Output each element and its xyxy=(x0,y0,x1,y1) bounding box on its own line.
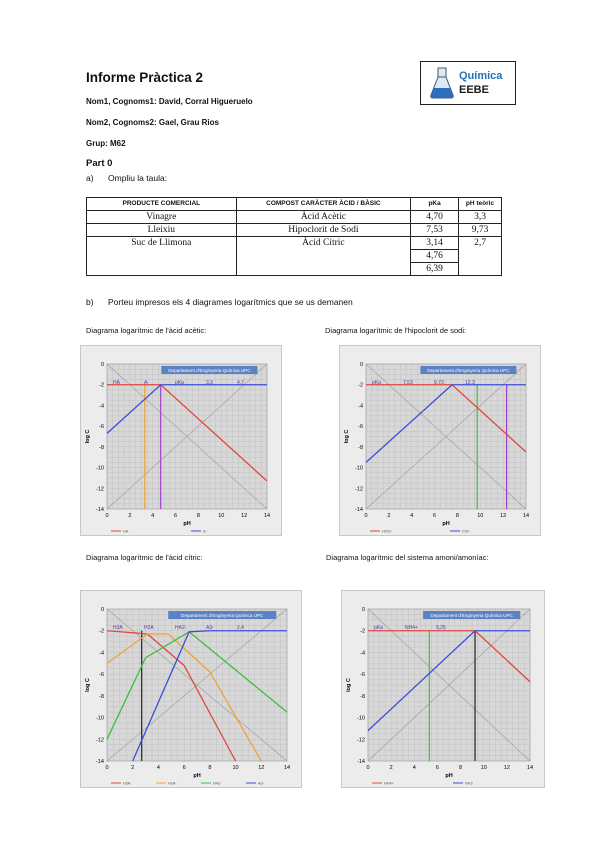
x-tick-label: 4 xyxy=(410,513,414,519)
y-tick-label: -12 xyxy=(96,737,104,744)
chart-hypochlorite xyxy=(339,345,541,536)
chart-banner-text: Departament d'Enginyeria Química UPC xyxy=(430,613,513,618)
x-tick-label: 4 xyxy=(156,765,160,771)
chart-svg xyxy=(340,346,540,535)
x-tick-label: 6 xyxy=(174,513,178,519)
x-tick-label: 6 xyxy=(435,765,439,771)
table-row xyxy=(87,211,502,224)
x-tick-label: 0 xyxy=(364,513,368,519)
chart-citric xyxy=(80,590,302,788)
chart-svg xyxy=(342,591,544,787)
y-tick-label: -6 xyxy=(99,424,104,431)
annotation-label: 7,53 xyxy=(403,380,413,386)
x-tick-label: 12 xyxy=(503,765,510,771)
x-tick-label: 14 xyxy=(263,513,271,519)
chart-ammonia xyxy=(341,590,545,788)
x-axis-label: pH xyxy=(442,521,450,527)
x-tick-label: 10 xyxy=(477,513,484,519)
y-tick-label: -12 xyxy=(96,486,104,493)
x-tick-label: 2 xyxy=(131,765,135,771)
annotation-label: pKa xyxy=(175,380,184,386)
x-tick-label: 12 xyxy=(500,513,507,519)
compound-cell: Hipoclorit de Sodi xyxy=(236,224,411,237)
product-cell: Lleixiu xyxy=(87,224,237,237)
question-a-number: a) xyxy=(86,173,94,183)
ph-cell: 9,73 xyxy=(459,224,502,237)
y-tick-label: -4 xyxy=(360,650,365,657)
x-tick-label: 6 xyxy=(433,513,437,519)
part-heading: Part 0 xyxy=(86,158,113,169)
annotation-label: 3,3 xyxy=(206,380,213,386)
y-tick-label: -6 xyxy=(99,672,104,679)
ph-cell: 3,3 xyxy=(459,211,502,224)
y-tick-label: 0 xyxy=(359,362,363,368)
x-tick-label: 0 xyxy=(366,765,370,771)
y-tick-label: -14 xyxy=(357,759,365,765)
annotation-label: HA2- xyxy=(175,625,187,631)
y-tick-label: -10 xyxy=(96,715,104,722)
x-tick-label: 14 xyxy=(283,765,291,771)
y-tick-label: -2 xyxy=(360,628,365,635)
y-tick-label: -12 xyxy=(357,737,365,744)
table-row xyxy=(87,237,502,250)
legend-label: H3A xyxy=(123,781,131,786)
y-tick-label: 0 xyxy=(361,607,365,613)
y-tick-label: 0 xyxy=(100,362,104,368)
annotation-label: HA xyxy=(113,380,120,386)
legend-label: ClO- xyxy=(462,529,470,534)
legend-label: A- xyxy=(203,529,207,534)
legend-label: HClO xyxy=(382,529,392,534)
x-tick-label: 10 xyxy=(480,765,487,771)
table-header: pH teòric xyxy=(459,198,502,211)
y-tick-label: -4 xyxy=(358,403,363,410)
x-axis-label: pH xyxy=(445,773,453,779)
legend-label: HA xyxy=(123,529,129,534)
annotation-label: A3- xyxy=(206,625,214,631)
x-tick-label: 4 xyxy=(412,765,416,771)
chart-banner-text: Departament d'Enginyeria Química UPC xyxy=(181,613,264,618)
report-title: Informe Pràctica 2 xyxy=(86,70,204,85)
x-tick-label: 10 xyxy=(232,765,239,771)
x-tick-label: 2 xyxy=(128,513,132,519)
y-axis-label: log C xyxy=(85,678,91,692)
y-axis-label: log C xyxy=(344,429,350,444)
student2-name: Nom2, Cognoms2: Gael, Grau Rios xyxy=(86,118,219,127)
annotation-label: NH4+ xyxy=(405,625,418,631)
pka-cell: 7,53 xyxy=(411,224,459,237)
annotation-label: A- xyxy=(144,380,149,386)
annotation-label: H2A xyxy=(144,625,154,631)
pka-table xyxy=(86,197,502,276)
chart-svg xyxy=(81,346,281,535)
chart-banner-text: Departament d'Enginyeria Química UPC xyxy=(427,368,510,373)
x-tick-label: 6 xyxy=(182,765,186,771)
x-tick-label: 4 xyxy=(151,513,155,519)
annotation-label: 2,4 xyxy=(237,625,244,631)
pka-cell: 4,70 xyxy=(411,211,459,224)
pka-cell: 6,39 xyxy=(411,263,459,276)
logo-text-eebe: EEBE xyxy=(459,84,489,96)
legend-label: HA2- xyxy=(213,781,222,786)
chart-acetic xyxy=(80,345,282,536)
y-tick-label: -8 xyxy=(99,693,104,700)
y-tick-label: -2 xyxy=(99,382,104,389)
y-tick-label: -8 xyxy=(99,444,104,451)
annotation-label: 12,3 xyxy=(465,380,475,386)
question-b-number: b) xyxy=(86,297,94,307)
x-tick-label: 2 xyxy=(387,513,391,519)
student1-name: Nom1, Cognoms1: David, Corral Higueruelo xyxy=(86,97,253,106)
y-tick-label: -14 xyxy=(355,507,363,513)
product-cell: Vinagre xyxy=(87,211,237,224)
x-axis-label: pH xyxy=(183,521,191,527)
x-tick-label: 14 xyxy=(526,765,534,771)
y-tick-label: -6 xyxy=(360,672,365,679)
y-tick-label: -8 xyxy=(360,693,365,700)
question-b xyxy=(86,297,353,307)
x-tick-label: 0 xyxy=(105,513,109,519)
legend-label: NH4+ xyxy=(384,781,394,786)
x-tick-label: 10 xyxy=(218,513,225,519)
x-axis-label: pH xyxy=(193,773,201,779)
y-tick-label: -4 xyxy=(99,403,104,410)
annotation-label: pKa xyxy=(372,380,381,386)
y-axis-label: log C xyxy=(346,678,352,692)
pka-cell: 4,76 xyxy=(411,250,459,263)
pka-cell: 3,14 xyxy=(411,237,459,250)
x-tick-label: 8 xyxy=(196,513,200,519)
table-row xyxy=(87,224,502,237)
caption-acetic: Diagrama logarítmic de l'àcid acètic: xyxy=(86,326,207,335)
annotation-label: 4,7 xyxy=(237,380,244,386)
y-tick-label: -4 xyxy=(99,650,104,657)
question-a xyxy=(86,173,167,183)
y-tick-label: -6 xyxy=(358,424,363,431)
y-tick-label: -8 xyxy=(358,444,363,451)
y-tick-label: -14 xyxy=(96,759,104,765)
caption-ammonia: Diagrama logarítmic del sistema amoni/amoníac: xyxy=(326,553,489,562)
x-tick-label: 12 xyxy=(258,765,265,771)
x-tick-label: 8 xyxy=(455,513,459,519)
question-b-text: Porteu impresos els 4 diagrames logarítmics que se us demanen xyxy=(108,297,353,307)
y-tick-label: -10 xyxy=(96,465,104,472)
compound-cell: Àcid Acètic xyxy=(236,211,411,224)
table-header-row xyxy=(87,198,502,211)
annotation-label: H3A xyxy=(113,625,123,631)
x-tick-label: 8 xyxy=(459,765,463,771)
group-label: Grup: M62 xyxy=(86,139,126,148)
annotation-label: 9,73 xyxy=(434,380,444,386)
caption-hypochlorite: Diagrama logarítmic de l'hipoclorit de sodi: xyxy=(325,326,467,335)
legend-label: H2A- xyxy=(168,781,177,786)
quimica-eebe-logo xyxy=(420,61,516,105)
x-tick-label: 0 xyxy=(105,765,109,771)
y-tick-label: -10 xyxy=(355,465,363,472)
question-a-text: Ompliu la taula: xyxy=(108,173,168,183)
product-cell: Suc de Llimona xyxy=(87,237,237,276)
compound-cell: Àcid Cítric xyxy=(236,237,411,276)
y-tick-label: -2 xyxy=(358,382,363,389)
table-header: pKa xyxy=(411,198,459,211)
table-header: COMPOST CARÀCTER ÀCID / BÀSIC xyxy=(236,198,411,211)
annotation-label: pKa xyxy=(374,625,383,631)
caption-citric: Diagrama logarítmic de l'àcid cítric: xyxy=(86,553,203,562)
chart-banner-text: Departament d'Enginyeria Química UPC xyxy=(168,368,251,373)
y-tick-label: -12 xyxy=(355,486,363,493)
y-tick-label: -2 xyxy=(99,628,104,635)
x-tick-label: 14 xyxy=(522,513,530,519)
table-header: PRODUCTE COMERCIAL xyxy=(87,198,237,211)
legend-label: NH3 xyxy=(465,781,473,786)
y-axis-label: log C xyxy=(85,429,91,444)
x-tick-label: 8 xyxy=(208,765,212,771)
y-tick-label: -10 xyxy=(357,715,365,722)
annotation-label: 9,25 xyxy=(436,625,446,631)
flask-icon xyxy=(429,67,455,99)
y-tick-label: 0 xyxy=(100,607,104,613)
ph-cell: 2,7 xyxy=(459,237,502,250)
y-tick-label: -14 xyxy=(96,507,104,513)
x-tick-label: 12 xyxy=(241,513,248,519)
x-tick-label: 2 xyxy=(389,765,393,771)
logo-text-quimica: Química xyxy=(459,70,503,82)
legend-label: A3- xyxy=(258,781,264,786)
chart-svg xyxy=(81,591,301,787)
